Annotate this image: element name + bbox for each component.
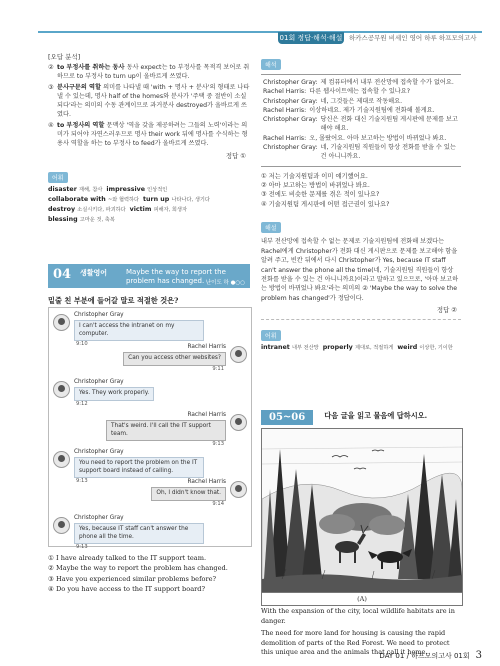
note-item [48, 63, 250, 82]
note-text [57, 121, 250, 149]
divider [261, 319, 461, 320]
translation-row [263, 106, 459, 115]
note-text [57, 63, 250, 82]
korean-option: ③ 전에도 비슷한 문제를 겪은 적이 있나요? [261, 191, 380, 199]
vocab-meaning: 제대로, 적절하게 [354, 345, 394, 352]
message-bubble: Oh, I didn't know that. [151, 487, 226, 501]
message-time: 9:13 [212, 441, 224, 447]
translation-row [263, 87, 459, 96]
translation-row [263, 143, 459, 162]
section-title: Maybe the way to report the problem has changed. [126, 268, 226, 285]
korean-option: ④ 기술지원팀 게시판에 어떤 접근권이 있나요? [261, 200, 390, 208]
translation-row [263, 115, 459, 134]
note-body: 의미를 나타낼 때 'with + 명사 + 분사'의 형태로 나타낼 수 있는데, 명사 half of the homes와 분사가 '주택 중 절반이 소실되다'라는 의미의 수동 관계이므로 과거분사 destroyed가 올바르게 쓰였다. [57, 83, 250, 119]
vocab-word: properly [322, 344, 355, 352]
vocab-meaning: ~와 협력하다 [107, 196, 140, 203]
section-05-06-number: 05~06 [261, 410, 313, 425]
message-time: 9:14 [212, 500, 224, 507]
note-item [48, 121, 250, 149]
vocab-line [48, 205, 250, 215]
note-head: to 부정사의 역할 [57, 121, 107, 129]
message-time: 9:13 [76, 544, 88, 550]
error-analysis-title: [오답 분석] [48, 53, 81, 61]
message-bubble: That's weird. I'll call the IT support team. [106, 420, 226, 441]
translated-line: 제 컴퓨터에서 내부 전산망에 접속할 수가 없어요. [320, 79, 454, 86]
vocab-word: intranet [261, 344, 292, 352]
translated-line: 이상하네요. 제가 기술지원팀에 전화해 볼게요. [309, 106, 435, 114]
message-bubble: I can't access the intranet on my computer. [74, 320, 204, 341]
explanation [261, 215, 461, 353]
sender-name: Rachel Harris [187, 412, 226, 418]
note-item [48, 83, 250, 120]
error-analysis-notes [48, 63, 250, 149]
choice-option: ① I have already talked to the IT support team. [48, 554, 207, 562]
vocab-word: weird [397, 344, 420, 352]
note-body: 문맥상 '역을 갖을 제공하려는 그들의 노력'이라는 의미가 되어야 자연스러우므로 명사 their work 뒤에 명사를 수식하는 형용사 역할을 하는 to 부정사 to feed가 올바르게 쓰였다. [57, 121, 248, 148]
header-subtitle: 하카스공무원 비세인 영어 하루 하프모의고사 [349, 34, 477, 42]
difficulty-level: 난이도 하 ●○○ [205, 280, 245, 286]
footer-text: DAY 01 / 하프모의고사 01회 [379, 652, 470, 660]
message-bubble: Yes. They work properly. [74, 387, 154, 401]
forest-drawing [262, 429, 462, 593]
vocab-word: disaster [48, 185, 79, 193]
section-05-06-instruction: 다음 글을 읽고 물음에 답하시오. [324, 410, 428, 420]
page-number: 3 [475, 650, 482, 661]
note-number: ③ [48, 83, 54, 91]
vocab-meaning: 고마운 것, 축복 [79, 216, 115, 223]
chat-window [48, 307, 252, 550]
translated-line: 오, 몰랐어요. 아마 보고하는 방법이 바뀌었나 봐요. [309, 134, 447, 142]
message-time: 9:13 [76, 478, 88, 484]
korean-option: ① 저는 기술지원팀과 이미 얘기했어요. [261, 172, 368, 180]
translation-tag: 해석 [261, 59, 281, 70]
vocab-meaning: 피해자, 희생자 [153, 206, 187, 213]
message-time: 9:12 [76, 400, 88, 407]
vocab-right-tag: 어휘 [261, 330, 281, 341]
section-05-06-header [261, 405, 427, 425]
left-column [48, 52, 250, 225]
avatar-rachel [230, 481, 247, 498]
vocab-meaning: 인상적인 [147, 186, 168, 193]
speaker: Christopher Gray: [263, 144, 318, 152]
speaker: Christopher Gray: [263, 79, 318, 86]
speaker: Christopher Gray: [263, 116, 318, 124]
note-number: ② [48, 64, 54, 71]
avatar-christopher [53, 314, 70, 331]
vocab-meaning: 나타나다, 생기다 [171, 196, 210, 203]
vocab-line [48, 215, 250, 225]
message-bubble: You need to report the problem on the IT support board instead of calling. [74, 457, 204, 478]
message-bubble: Yes, because IT staff can't answer the phone all the time. [74, 523, 204, 544]
vocab-meaning: 이상한, 기이한 [419, 345, 453, 352]
vocab-right-line [261, 343, 461, 353]
korean-option: ② 아마 보고하는 방법이 바뀌었나 봐요. [261, 182, 370, 190]
message-time: 9:10 [76, 341, 88, 347]
avatar-christopher [53, 517, 70, 534]
passage-paragraph: The need for more land for housing is causing the rapid demolition of parts of the Red Forest. We need to protect this unique area and the animals that call it home. [261, 629, 450, 657]
note-body: 동사 expect는 to 부정사를 목적격 보어로 취하므로 to 부정사 to turn up이 올바르게 쓰였다. [57, 64, 250, 81]
avatar-rachel [230, 414, 247, 431]
forest-illustration [261, 428, 463, 606]
message-time: 9:11 [212, 365, 224, 372]
note-text [57, 83, 250, 120]
sender-name: Rachel Harris [187, 479, 226, 485]
explanation-tag: 해설 [261, 222, 281, 233]
vocab-meaning: 내부 전산망 [291, 345, 319, 352]
passage-paragraph: With the expansion of the city, local wildlife habitats are in danger. [261, 607, 455, 625]
figure-blank-label: (A) [262, 592, 462, 605]
choice-option: ③ Have you experienced similar problems before? [48, 574, 217, 583]
translated-line: 당신은 전화 대신 기술지원팀 게시판에 문제를 보고해야 해요. [320, 116, 458, 133]
korean-options [261, 172, 461, 210]
explanation-text: 내부 전산망에 접속할 수 없는 문제로 기술지원팀에 전화해 보겠다는 Rachel에게 Christopher가 전화 대신 게시판으로 문제를 보고해야 함을 알려 주고, 빈칸 뒤에서 다시 Christopher가 Yes, because IT staff can't answer the phone all the time(네, 기술지원팀 직원들이 항상 전화를 받을 수 있는 건 아니니까요)이라고 말하고 있으므로, '아마 보고하는 방법이 바뀌었나 봐요'라는 의미의 ② 'Maybe the way to solve the problem has changed'가 정답이다. [261, 238, 459, 302]
sender-name: Christopher Gray [74, 379, 124, 385]
vocab-meaning: 재해, 참사 [79, 186, 103, 193]
vocab-left [48, 165, 250, 225]
note-head: 분사구문의 역할 [57, 83, 104, 91]
avatar-christopher [53, 381, 70, 398]
vocab-word: victim [129, 205, 154, 213]
vocab-word: collaborate with [48, 195, 108, 203]
translated-line: 네, 기술지원팀 직원들이 항상 전화를 받을 수 있는 건 아니니까요. [320, 144, 456, 161]
section-number: 04 [53, 267, 72, 282]
sender-name: Christopher Gray [74, 449, 124, 455]
translated-line: 다른 웹사이트에는 접속할 수 있나요? [309, 88, 411, 96]
speaker: Rachel Harris: [263, 88, 307, 96]
vocab-word: destroy [48, 205, 78, 213]
translation-row [263, 78, 459, 87]
vocab-meaning: 소실시키다, 파괴하다 [77, 206, 126, 213]
sender-name: Rachel Harris [187, 344, 226, 350]
vocab-word: impressive [106, 185, 148, 193]
question-04: 밑줄 친 부분에 들어갈 말로 적절한 것은? [48, 296, 179, 305]
vocab-left-lines [48, 185, 250, 225]
vocab-word: blessing [48, 215, 80, 223]
avatar-rachel [230, 346, 247, 363]
right-column [261, 52, 461, 353]
vocab-word: turn up [143, 195, 172, 203]
avatar-christopher [53, 451, 70, 468]
translation-row [263, 97, 459, 106]
choice-option: ④ Do you have access to the IT support board? [48, 584, 206, 593]
answer-q3: 정답 ① [225, 151, 246, 160]
answer-q4: 정답 ② [436, 306, 457, 315]
answer-choices [48, 553, 250, 594]
sender-name: Christopher Gray [74, 312, 124, 318]
section-04-banner [48, 264, 250, 288]
header-tab: 01회 정답·해석·해설 [279, 34, 343, 42]
vocab-line [48, 195, 250, 205]
note-number: ④ [48, 121, 54, 129]
note-head: to 부정사를 취하는 동사 [57, 64, 127, 71]
speaker: Christopher Gray: [263, 97, 318, 105]
translated-line: 네, 그것들은 제대로 작동해요. [320, 97, 403, 105]
speaker: Rachel Harris: [263, 134, 307, 142]
section-label: 생활영어 [80, 269, 108, 277]
speaker: Rachel Harris: [263, 106, 307, 114]
translation-box [261, 74, 461, 167]
translation-row [263, 134, 459, 143]
page-footer [379, 650, 482, 661]
message-bubble: Can you access other websites? [123, 352, 226, 366]
vocab-line [48, 185, 250, 195]
sender-name: Christopher Gray [74, 515, 124, 521]
choice-option: ② Maybe the way to report the problem has changed. [48, 564, 228, 573]
vocab-tag: 어휘 [48, 172, 68, 183]
